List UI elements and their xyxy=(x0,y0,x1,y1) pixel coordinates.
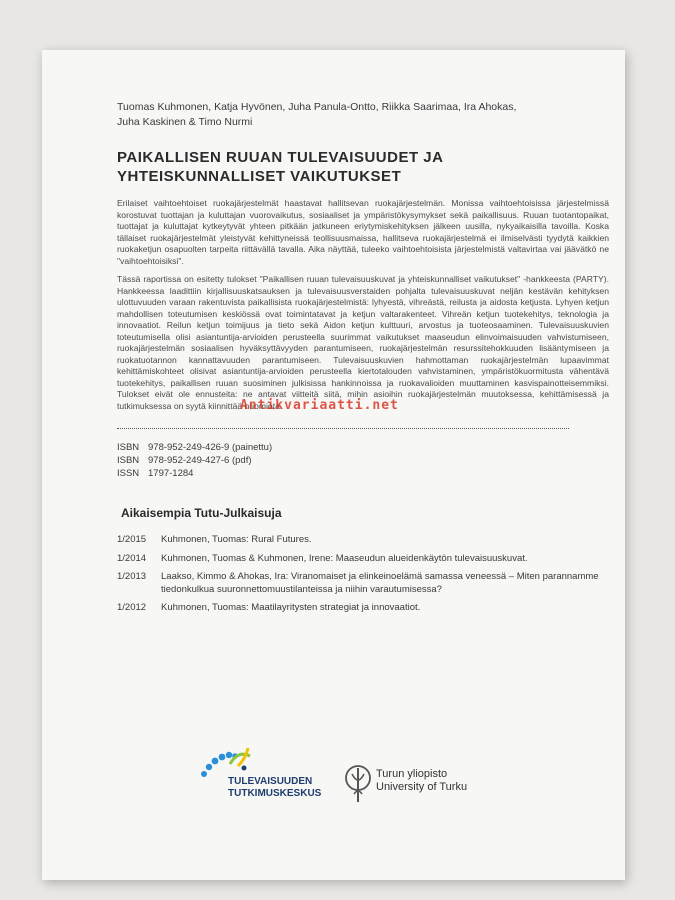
publication-year: 1/2012 xyxy=(117,602,147,613)
tk-logo-line: TUTKIMUSKESKUS xyxy=(228,788,322,799)
dots-swoosh-icon xyxy=(200,746,260,778)
report-title xyxy=(117,148,609,186)
watermark: Antikvariaatti.net xyxy=(240,398,399,413)
back-cover-page xyxy=(42,50,625,880)
issn-row xyxy=(117,467,609,480)
publication-item xyxy=(117,534,609,547)
dotted-divider xyxy=(117,428,569,429)
publication-year: 1/2015 xyxy=(117,534,147,545)
publication-text: Kuhmonen, Tuomas: Maatilayritysten strategiat ja innovaatiot. xyxy=(161,602,421,613)
cover-content xyxy=(117,100,609,621)
isbn-key: ISBN xyxy=(117,442,140,453)
turun-yliopisto-logo xyxy=(343,764,468,809)
ut-logo-text xyxy=(376,768,467,794)
torch-emblem-icon xyxy=(343,764,373,804)
publication-year: 1/2013 xyxy=(117,571,147,582)
publication-item xyxy=(117,571,609,596)
ut-logo-line: University of Turku xyxy=(376,781,468,793)
abstract-paragraph: Tässä raportissa on esitetty tulokset "Paikallisen ruuan tulevaisuuskuvat ja yhteiskunnalliset vaikutukset" -hankkeesta (PARTY). Hankkeessa laadittiin kirjallisuuskatsauksen ja tulevaisuusverstaiden pohjalta tulevaisuuskuvat neljän kestävän kehityksen ulottuvuuden varaan rakentuvista paikallisista ruokajärjestelmistä: lyhyestä, vihreästä, reilusta ja aidosta ketjusta. Lyhyen ketjun mahdollisen toteutumisen keskiössä ovat toimintatavat ja ketjun valtarakenteet. Vihreän ketjun tuotekehitys, teknologia ja innovaatiot. Reilun ketjun toimijuus ja tieto sekä Aidon ketjun kulttuuri, arvostus ja tuoteosaaminen. Tulevaisuuskuvien toteutumisella olisi asiantuntija-arvioiden perusteella suurimmat vaikutukset maaseudun elinvoimaisuuden vahvistumiseen, ruokajärjestelmän sosiaalisen hyväksyttävyyden parantumiseen, ruokajärjestelmän resurssitehokkuuden lisääntymiseen ja ruokatuotannon kannattavuuden parantumiseen. Tulevaisuuskuvien hahmottaman ruokajärjestelmän lupaavimmat kehittämiskohteet olisivat asiantuntija-arvioiden perusteella kiertotalouden vahvistaminen, ympäristökuormitusta vähentävä tuotekehitys, paikallisen ruuan suosiminen julkisissa hankinnoissa ja ruokavalioiden muuttaminen kasvispainotteisemmiksi. Tulokset eivät ole ennusteita: ne antavat viitteitä siitä, mihin asioihin ruokajärjestelmän muutoksessa, kehittämisessä ja tutkimuksessa on syytä kiinnittää huomiota. xyxy=(117,274,609,411)
isbn-row xyxy=(117,454,609,467)
abstract-paragraph: Erilaiset vaihtoehtoiset ruokajärjestelmät haastavat hallitsevan ruokajärjestelmän. Monissa vaihtoehtoisissa järjestelmissä korostuvat tuottajan ja kuluttajan vuorovaikutus, sosiaaliset ja ympäristökysymykset sekä paikallisuus. Ruuan tuotantopaikat, tuottajat ja kuluttajat kytkeytyvät yhteen pitkään jatkuneen eriytymiskehityksen jälkeen uusilla, nykyaikaisilla tavoilla. Koska tällaiset ruokajärjestelmät yleistyvät kehittyneissä teollisuusmaissa, hallitseva ruokajärjestelmä ei ilmiselvästi tyydytä kaikkien ruokaketjun osapuolten tarpeita riittävällä tavalla. Aika näyttää, tuleeko vaihtoehtoisista järjestelmistä valtavirtaa vai jäävätkö ne "vaihtoehtoisiksi". xyxy=(117,198,609,266)
publication-text: Laakso, Kimmo & Ahokas, Ira: Viranomaiset ja elinkeinoelämä samassa veneessä – Miten parannamme tiedonkulkua suuronnettomuustilanteissa ja niihin varautumisessa? xyxy=(161,571,599,595)
publication-text: Kuhmonen, Tuomas: Rural Futures. xyxy=(161,534,312,545)
authors xyxy=(117,100,537,130)
publication-list xyxy=(117,534,609,615)
publication-item xyxy=(117,553,609,566)
previous-publications-heading: Aikaisempia Tutu-Julkaisuja xyxy=(121,506,282,520)
isbn-block xyxy=(117,441,609,480)
isbn-row xyxy=(117,441,609,454)
authors-line: Juha Kaskinen & Timo Nurmi xyxy=(117,116,253,128)
title-line: YHTEISKUNNALLISET VAIKUTUKSET xyxy=(117,168,402,185)
issn-value: 1797-1284 xyxy=(148,468,194,479)
abstract xyxy=(117,198,609,412)
isbn-value: 978-952-249-427-6 (pdf) xyxy=(148,455,252,466)
tulevaisuuden-tutkimuskeskus-logo xyxy=(200,746,322,799)
logos-area xyxy=(200,746,530,806)
issn-key: ISSN xyxy=(117,468,140,479)
tk-logo-text xyxy=(228,776,321,800)
authors-line: Tuomas Kuhmonen, Katja Hyvönen, Juha Panula-Ontto, Riikka Saarimaa, Ira Ahokas, xyxy=(117,101,517,113)
ut-logo-line: Turun yliopisto xyxy=(376,768,448,780)
isbn-value: 978-952-249-426-9 (painettu) xyxy=(148,442,273,453)
publication-year: 1/2014 xyxy=(117,552,147,564)
title-line: PAIKALLISEN RUUAN TULEVAISUUDET JA xyxy=(117,149,444,166)
tk-logo-line: TULEVAISUUDEN xyxy=(228,776,313,787)
publication-item xyxy=(117,602,609,615)
isbn-key: ISBN xyxy=(117,455,140,466)
publication-text: Kuhmonen, Tuomas & Kuhmonen, Irene: Maaseudun alueidenkäytön tulevaisuuskuvat. xyxy=(161,552,528,564)
